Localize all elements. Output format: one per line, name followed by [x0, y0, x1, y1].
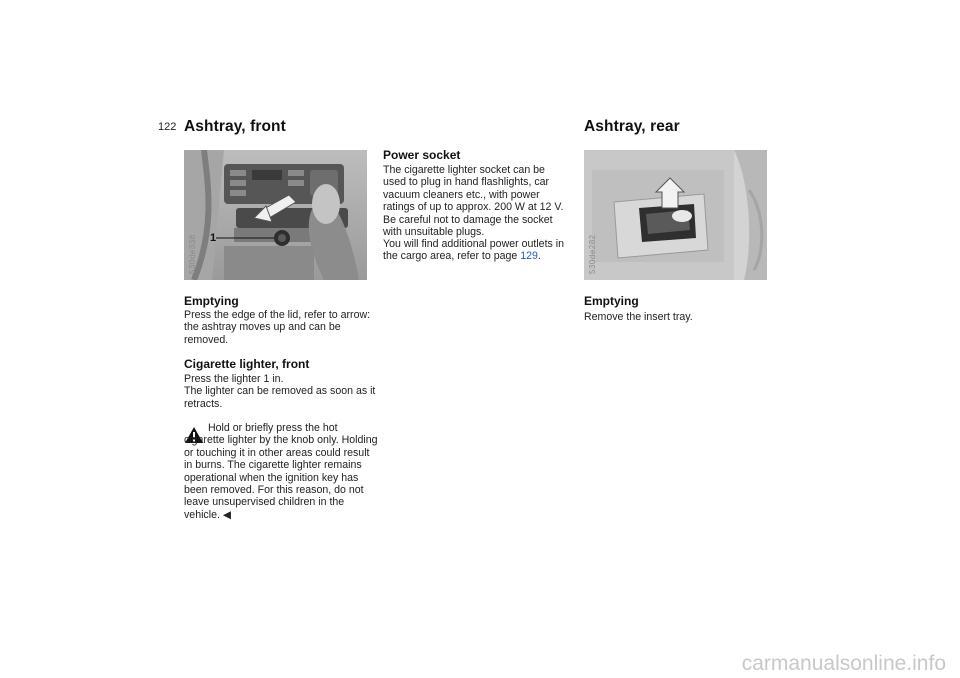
front-console-illustration [184, 150, 367, 280]
end-marker-icon: ◀ [222, 508, 232, 521]
page-number: 122 [158, 121, 177, 133]
section-title-ashtray-rear: Ashtray, rear [584, 118, 680, 135]
footer-text: carmanualsonline.info [741, 652, 946, 675]
footer-watermark [0, 654, 960, 678]
figure-front-ashtray [184, 150, 367, 280]
heading-emptying-front: Emptying [184, 294, 239, 308]
text-lighter-2: The lighter can be removed as soon as it retracts. [184, 385, 376, 410]
heading-cigarette-lighter: Cigarette lighter, front [184, 357, 310, 371]
text-lighter-1: Press the lighter 1 in. [184, 373, 284, 385]
figure-code: 530de338 [188, 234, 197, 274]
text-emptying-front: Press the edge of the lid, refer to arrow: the ashtray moves up and can be removed. [184, 309, 371, 346]
figure-rear-ashtray [584, 150, 767, 280]
text-lighter-block [184, 373, 378, 410]
section-title-ashtray-front: Ashtray, front [184, 118, 286, 135]
text-power-socket-2-prefix: You will find additional power outlets in the cargo area, refer to page [383, 238, 564, 263]
text-power-socket-1: The cigarette lighter socket can be used to plug in hand flashlights, car vacuum cleaners etc., with power ratings of up to approx. 200 W at 12 V. Be careful not to damage the socket with unsuitable plugs. [383, 164, 564, 239]
page-link-129[interactable]: 129 [520, 250, 538, 263]
text-power-socket-2 [383, 238, 566, 263]
heading-emptying-rear: Emptying [584, 294, 639, 308]
figure-callout-1: 1 [210, 232, 217, 244]
figure-code-rear: 530de282 [588, 234, 597, 274]
rear-ashtray-illustration [584, 150, 767, 280]
heading-power-socket: Power socket [383, 148, 461, 162]
text-power-socket-2-suffix: . [537, 250, 541, 263]
text-emptying-rear: Remove the insert tray. [584, 311, 693, 323]
warning-text-content: Hold or briefly press the hot cigarette lighter by the knob only. Holding or touching it in other areas could result in burns. The cigarette lighter remains operational when the ignition key has been removed. For this reason, do not leave unsupervised children in the vehicle. [184, 422, 378, 521]
warning-text [184, 422, 378, 521]
